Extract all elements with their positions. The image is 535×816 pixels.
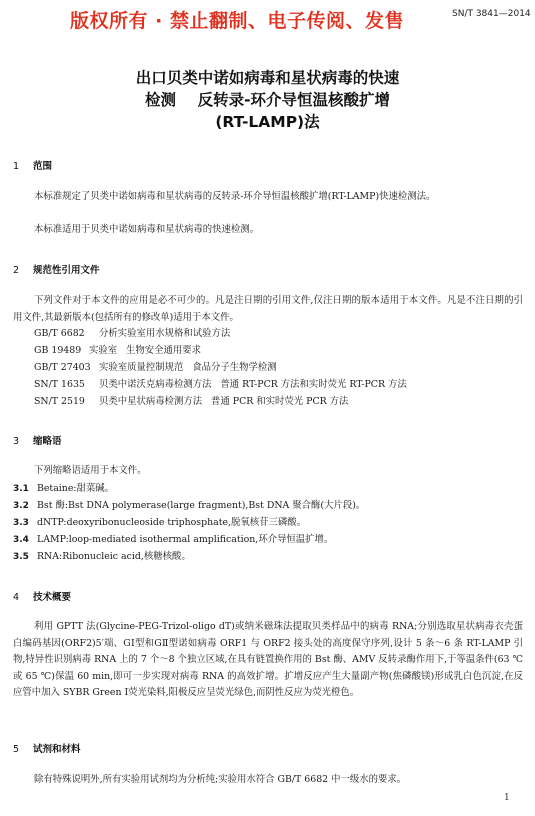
reagents-paragraph: 除有特殊说明外,所有实验用试剂均为分析纯;实验用水符合 GB/T 6682 中一级水的要求。 <box>34 774 407 785</box>
section-title: 规范性引用文件 <box>33 265 100 276</box>
abbreviation-number: 3.3 <box>13 518 29 528</box>
section-number: 3 <box>13 436 20 447</box>
reference-item <box>34 326 230 343</box>
references-intro: 下列文件对于本文件的应用是必不可少的。凡是注日期的引用文件,仅注日期的版本适用于本文件。凡是不注日期的引用文件,其最新版本(包括所有的修改单)适用于本文件。 <box>13 295 523 323</box>
abbreviation-text: RNA:Ribonucleic acid,核糖核酸。 <box>37 551 191 562</box>
abbreviation-text: Betaine:甜菜碱。 <box>37 483 115 494</box>
section-title: 缩略语 <box>33 436 62 447</box>
section-number: 4 <box>13 592 20 603</box>
abbreviation-number: 3.5 <box>13 552 29 562</box>
abbreviation-item <box>13 549 191 566</box>
reference-title: 贝类中星状病毒检测方法 普通 PCR 和实时荧光 PCR 方法 <box>98 396 349 407</box>
abbreviation-item <box>13 498 365 515</box>
technical-summary-paragraph: 利用 GPTT 法(Glycine-PEG-Trizol-oligo dT)或纳米磁珠法提取贝类样品中的病毒 RNA;分别选取星状病毒衣壳蛋白编码基因(ORF2)5′端、GⅠ型和GⅡ型诺如病毒 ORF1 与 ORF2 接头处的高度保守序列,设计 5 条～6 条 RT-LAMP 引物,特异性识别病毒 RNA 上的 7 个～8 个独立区域,在具有链置换作用的 Bst 酶、AMV 反转录酶作用下,于等温条件(63 ℃或 65 ℃)保温 60 min,即可一步实现对病毒 RNA 的高效扩增。扩增反应产生大量副产物(焦磷酸镁)形成乳白色沉淀,在反应管中加入 SYBR Green Ⅰ荧光染料,阳极反应呈荧光绿色,而阴性反应为荧光橙色。 <box>13 621 523 698</box>
abbreviations-intro: 下列缩略语适用于本文件。 <box>34 465 147 476</box>
section-number: 1 <box>13 161 20 172</box>
reference-code: GB 19489 <box>34 345 82 356</box>
reference-code: GB/T 6682 <box>34 328 85 339</box>
copyright-watermark: 版权所有 · 禁止翻制、电子传阅、发售 <box>70 10 404 32</box>
reference-item <box>34 343 201 360</box>
standard-code: SN/T 3841—2014 <box>452 9 531 19</box>
reference-item <box>34 360 277 377</box>
abbreviation-number: 3.1 <box>13 484 29 494</box>
section-heading-technical-summary <box>13 589 71 603</box>
abbreviation-number: 3.2 <box>13 501 29 511</box>
abbreviation-item <box>13 481 114 498</box>
scope-paragraph-1: 本标准规定了贝类中诺如病毒和星状病毒的反转录-环介导恒温核酸扩增(RT-LAMP)快速检测法。 <box>34 191 436 202</box>
abbreviation-text: LAMP:loop-mediated isothermal amplification,环介导恒温扩增。 <box>37 534 334 545</box>
reference-code: SN/T 2519 <box>34 396 85 407</box>
abbreviation-text: Bst 酶:Bst DNA polymerase(large fragment),Bst DNA 聚合酶(大片段)。 <box>37 500 366 511</box>
section-heading-reagents <box>13 741 81 755</box>
reference-title: 实验室 生物安全通用要求 <box>88 345 202 356</box>
reference-item <box>34 377 407 394</box>
document-title <box>0 67 535 133</box>
section-heading-references <box>13 262 100 276</box>
section-title: 技术概要 <box>33 592 72 603</box>
section-title: 范围 <box>33 161 53 172</box>
section-number: 5 <box>13 744 20 755</box>
section-title: 试剂和材料 <box>33 744 81 755</box>
title-line-1: 出口贝类中诺如病毒和星状病毒的快速 <box>135 69 400 87</box>
reference-title: 贝类中诺沃克病毒检测方法 普通 RT-PCR 方法和实时荧光 RT-PCR 方法 <box>98 379 407 390</box>
reference-item <box>34 394 348 411</box>
abbreviation-number: 3.4 <box>13 535 29 545</box>
scope-paragraph-2: 本标准适用于贝类中诺如病毒和星状病毒的快速检测。 <box>34 224 260 235</box>
page-number: 1 <box>504 793 510 803</box>
section-heading-abbreviations <box>13 433 62 447</box>
reference-title: 分析实验室用水规格和试验方法 <box>98 328 231 339</box>
section-number: 2 <box>13 265 20 276</box>
title-line-3: (RT-LAMP)法 <box>215 113 320 131</box>
reference-title: 实验室质量控制规范 食品分子生物学检测 <box>98 362 277 373</box>
title-line-2: 检测 反转录-环介导恒温核酸扩增 <box>144 91 391 109</box>
abbreviation-item <box>13 532 333 549</box>
abbreviation-item <box>13 515 306 532</box>
reference-code: SN/T 1635 <box>34 379 85 390</box>
abbreviation-text: dNTP:deoxyribonucleoside triphosphate,脱氧核苷三磷酸。 <box>37 517 307 528</box>
section-heading-scope <box>13 158 52 172</box>
reference-code: GB/T 27403 <box>34 362 91 373</box>
